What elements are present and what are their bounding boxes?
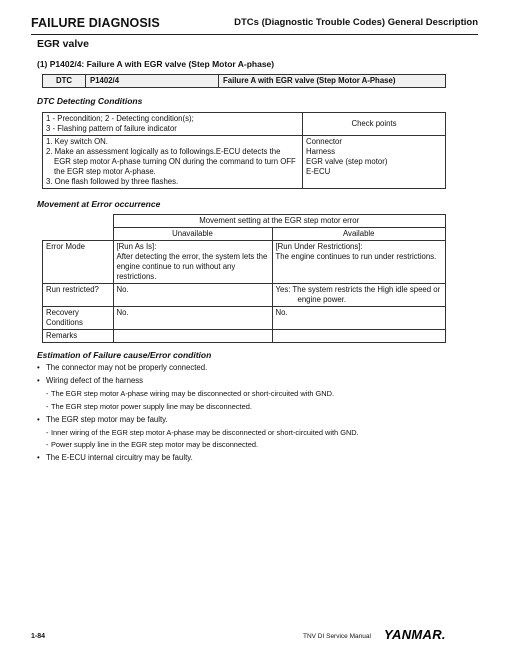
estimation-heading: Estimation of Failure cause/Error condition bbox=[37, 350, 212, 360]
list-item: • The connector may not be properly connected. bbox=[37, 363, 457, 373]
header-section-title: DTCs (Diagnostic Trouble Codes) General Description bbox=[234, 17, 478, 28]
dtc-code: P1402/4 bbox=[86, 75, 219, 88]
list-item: • Wiring defect of the harness bbox=[37, 376, 457, 386]
available-mode: [Run Under Restrictions]: bbox=[275, 241, 363, 251]
condition-item: 2. Make an assessment logically as to followings.E-ECU detects the EGR step motor A-phase turning ON during the command to turn OFF the EGR step motor A-phase. bbox=[46, 146, 296, 176]
unavailable-mode: [Run As Is]: bbox=[116, 241, 157, 251]
list-item: • The EGR step motor may be faulty. bbox=[37, 415, 457, 425]
page-number: 1-84 bbox=[31, 633, 46, 640]
available-cell bbox=[272, 283, 446, 306]
dtc-label: DTC bbox=[43, 75, 86, 88]
sub-list-item: - The EGR step motor A-phase wiring may be disconnected or short-circuited with GND. bbox=[37, 389, 457, 399]
conditions-header-line-2: 3 - Flashing pattern of failure indicator bbox=[46, 123, 177, 133]
check-points-cell bbox=[303, 135, 446, 188]
available-detail: The engine continues to run under restrictions. bbox=[275, 251, 437, 261]
sub-list-item: - Inner wiring of the EGR step motor A-phase may be disconnected or short-circuited with GND. bbox=[37, 428, 457, 438]
available-text: Yes: The system restricts the High idle speed or engine power. bbox=[275, 284, 441, 304]
available-cell: No. bbox=[272, 306, 446, 329]
blank-corner-cell bbox=[43, 215, 114, 241]
table-row bbox=[43, 283, 446, 306]
table-row bbox=[43, 329, 446, 342]
unavailable-detail: After detecting the error, the system lets the engine continue to run without any restrictions. bbox=[116, 251, 268, 281]
check-points-header: Check points bbox=[303, 113, 446, 136]
conditions-header-line-1: 1 - Precondition; 2 - Detecting condition(s); bbox=[46, 114, 194, 123]
table-row bbox=[43, 135, 446, 188]
dtc-table bbox=[42, 74, 446, 88]
conditions-table bbox=[42, 112, 446, 189]
sub-list-item: - Power supply line in the EGR step motor may be disconnected. bbox=[37, 440, 457, 450]
conditions-header-cell bbox=[43, 113, 303, 136]
check-point-item: EGR valve (step motor) bbox=[306, 156, 388, 166]
movement-top-header: Movement setting at the EGR step motor error bbox=[113, 215, 446, 228]
header-rule bbox=[31, 34, 478, 35]
column-available: Available bbox=[272, 227, 446, 240]
check-point-item: Connector bbox=[306, 136, 342, 146]
dtc-description: Failure A with EGR valve (Step Motor A-Phase) bbox=[219, 75, 446, 88]
sub-list-item: - The EGR step motor power supply line may be disconnected. bbox=[37, 402, 457, 412]
page-header bbox=[31, 16, 478, 34]
table-row bbox=[43, 240, 446, 283]
movement-heading: Movement at Error occurrence bbox=[37, 199, 161, 209]
manual-title: TNV DI Service Manual bbox=[303, 633, 371, 640]
available-cell bbox=[272, 329, 446, 342]
header-chapter-title: FAILURE DIAGNOSIS bbox=[31, 16, 160, 30]
list-item: • The E-ECU internal circuitry may be faulty. bbox=[37, 453, 457, 463]
table-row bbox=[43, 113, 446, 136]
table-row bbox=[43, 215, 446, 228]
row-label: Run restricted? bbox=[43, 283, 114, 306]
estimation-list bbox=[37, 363, 457, 466]
conditions-items-cell bbox=[43, 135, 303, 188]
column-unavailable: Unavailable bbox=[113, 227, 272, 240]
movement-table bbox=[42, 214, 446, 343]
check-point-item: Harness bbox=[306, 146, 336, 156]
available-cell bbox=[272, 240, 446, 283]
row-label: Recovery Conditions bbox=[43, 306, 114, 329]
check-point-item: E-ECU bbox=[306, 166, 331, 176]
yanmar-logo: YANMAR. bbox=[384, 627, 446, 642]
section-title: EGR valve bbox=[37, 38, 89, 50]
subsection-title: (1) P1402/4: Failure A with EGR valve (Step Motor A-phase) bbox=[37, 59, 275, 69]
condition-item: 1. Key switch ON. bbox=[46, 136, 108, 146]
row-label: Remarks bbox=[43, 329, 114, 342]
table-row bbox=[43, 306, 446, 329]
table-row bbox=[43, 75, 446, 88]
unavailable-cell bbox=[113, 240, 272, 283]
unavailable-cell: No. bbox=[113, 283, 272, 306]
unavailable-cell: No. bbox=[113, 306, 272, 329]
unavailable-cell bbox=[113, 329, 272, 342]
conditions-heading: DTC Detecting Conditions bbox=[37, 96, 143, 106]
condition-item: 3. One flash followed by three flashes. bbox=[46, 176, 179, 186]
row-label: Error Mode bbox=[43, 240, 114, 283]
